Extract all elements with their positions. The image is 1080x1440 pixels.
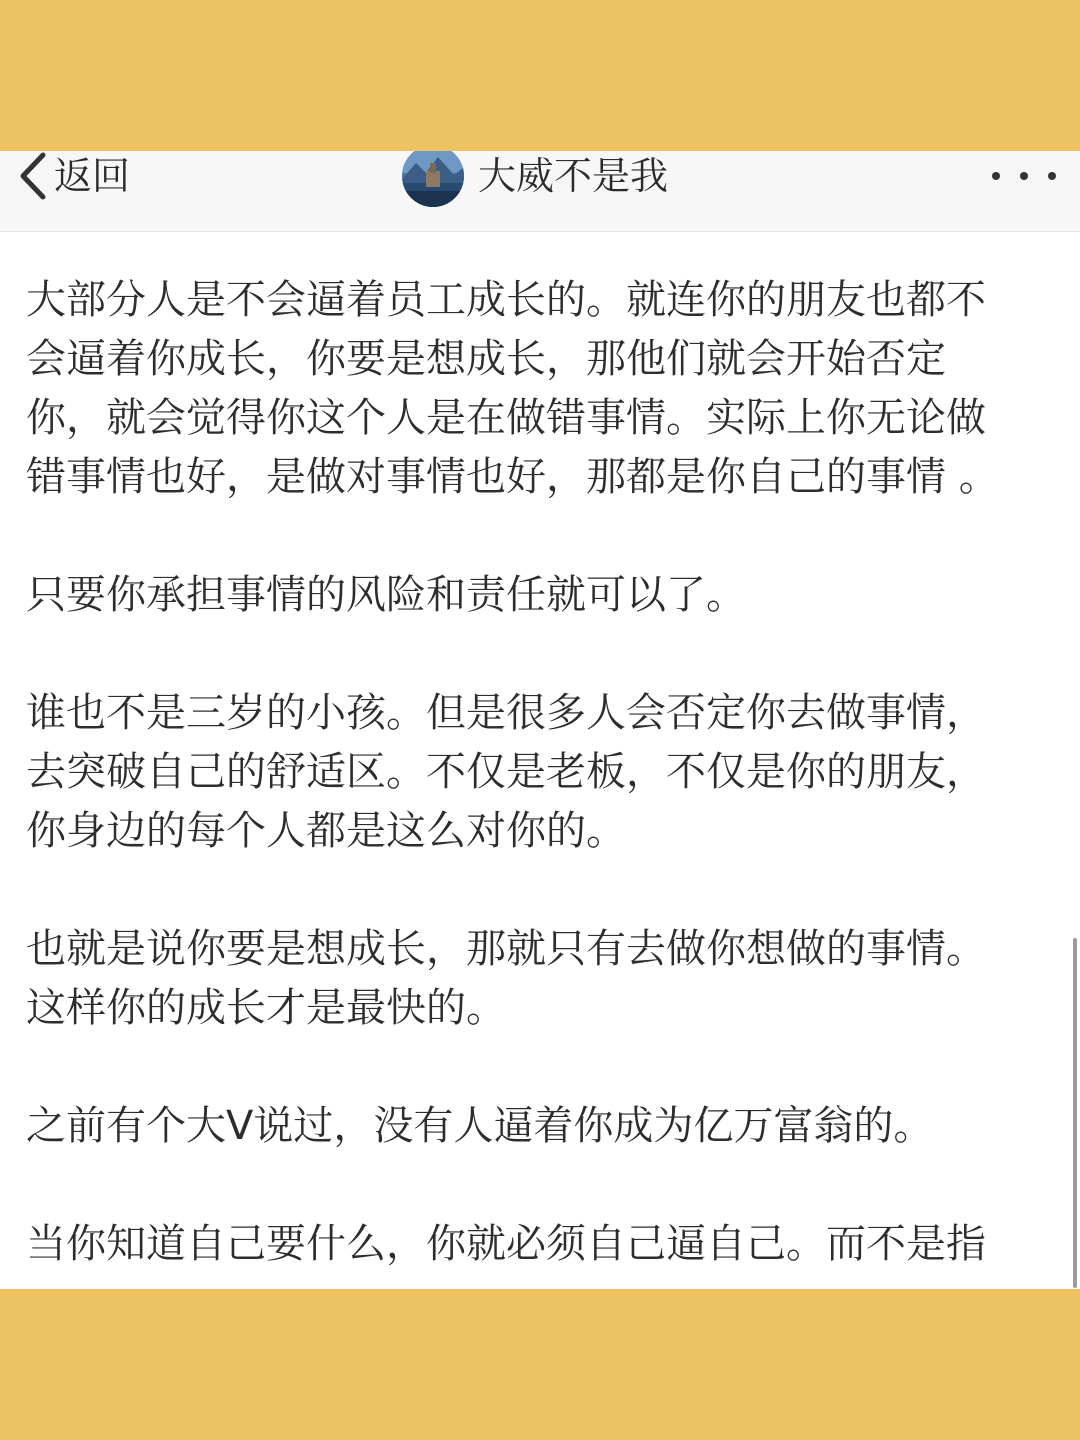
dot <box>1020 172 1028 180</box>
article-paragraph: 也就是说你要是想成长，那就只有去做你想做的事情。 这样你的成长才是最快的。 <box>26 926 986 1031</box>
article-paragraph: 谁也不是三岁的小孩。但是很多人会否定你去做事情， 去突破自己的舒适区。不仅是老板，不仅是你的朋友， 你身边的每个人都是这么对你的。 <box>26 690 986 854</box>
navigation-bar <box>0 151 1080 232</box>
article-paragraph: 只要你承担事情的风险和责任就可以了。 <box>26 572 746 618</box>
page-title: 大威不是我 <box>478 154 669 198</box>
back-label: 返回 <box>54 154 131 198</box>
chevron-left-icon <box>16 152 50 200</box>
dot <box>1048 172 1056 180</box>
bottom-frame-band <box>0 1289 1080 1440</box>
dot <box>992 172 1000 180</box>
article-paragraph: 当你知道自己要什么，你就必须自己逼自己。而不是指 <box>26 1221 986 1267</box>
back-button[interactable] <box>16 151 130 201</box>
title-area <box>402 151 668 207</box>
article-paragraph: 之前有个大V说过，没有人逼着你成为亿万富翁的。 <box>26 1103 934 1149</box>
article-paragraph: 大部分人是不会逼着员工成长的。就连你的朋友也都不 会逼着你成长，你要是想成长，那他们就会开始否定 你，就会觉得你这个人是在做错事情。实际上你无论做 错事情也好，是做对事情也好，那都是你自己的事情 。 <box>26 277 999 500</box>
top-frame-band <box>0 0 1080 151</box>
app-screen <box>0 151 1080 1289</box>
scrollbar[interactable] <box>1073 938 1077 1288</box>
avatar[interactable] <box>402 151 464 207</box>
article-body <box>26 271 1066 1289</box>
more-dots-icon[interactable] <box>992 165 1056 187</box>
